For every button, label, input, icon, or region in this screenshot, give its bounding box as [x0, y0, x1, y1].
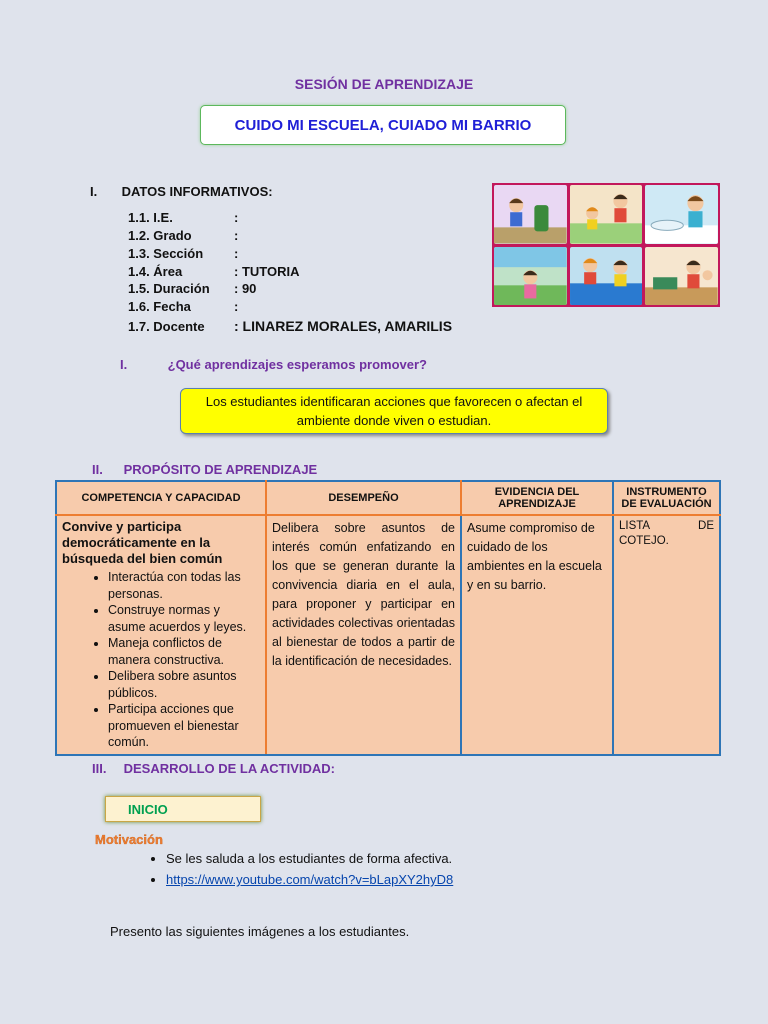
info-row-docente: 1.7. Docente : LINAREZ MORALES, AMARILIS: [128, 318, 453, 334]
info-row-grado: 1.2. Grado :: [128, 228, 239, 243]
inicio-label: INICIO: [128, 801, 168, 817]
table-row: [56, 515, 720, 755]
table-header-row: [56, 481, 720, 515]
competencia-cell: [56, 515, 266, 755]
section-proposito-heading: II. PROPÓSITO DE APRENDIZAJE: [92, 462, 318, 477]
illustration-panel: [570, 247, 643, 306]
closing-paragraph: Presento las siguientes imágenes a los estudiantes.: [110, 924, 410, 939]
list-item: • Construye normas y asume acuerdos y leyes.: [108, 602, 260, 635]
list-item: • Se les saluda a los estudiantes de forma afectiva.: [166, 848, 453, 869]
info-row-ie: 1.1. I.E. :: [128, 210, 239, 225]
illustration-panel: [494, 247, 567, 306]
motivacion-heading: Motivación: [95, 832, 163, 847]
children-cleaning-icon: [570, 185, 643, 244]
illustration-panel: [494, 185, 567, 244]
children-recycling-icon: [570, 247, 643, 306]
school-care-illustration: [492, 183, 720, 307]
header-desempeno: DESEMPEÑO: [266, 481, 461, 515]
section-desarrollo-heading: III. DESARROLLO DE LA ACTIVIDAD:: [92, 761, 335, 776]
evidencia-cell: Asume compromiso de cuidado de los ambientes en la escuela y en su barrio.: [461, 515, 613, 755]
purpose-table: [55, 480, 721, 756]
illustration-panel: [570, 185, 643, 244]
capacidades-list: [62, 569, 260, 751]
illustration-panel: [645, 247, 718, 306]
info-row-fecha: 1.6. Fecha :: [128, 299, 239, 314]
list-item: • Interactúa con todas las personas.: [108, 569, 260, 602]
aprendizajes-text: Los estudiantes identificaran acciones que favorecen o afectan el ambiente donde viven o estudian.: [205, 394, 583, 428]
aprendizajes-box: [180, 388, 608, 434]
session-title-box: [200, 105, 566, 145]
desempeno-cell: Delibera sobre asuntos de interés común enfatizando en los que se generan durante la convivencia diaria en el aula, para proponer y participar en actividades colectivas orientadas al bienestar de todos a partir de la identificación de necesidades.: [266, 515, 461, 755]
instrumento-cell: LISTA DE COTEJO.: [613, 515, 720, 755]
list-item: • Delibera sobre asuntos públicos.: [108, 668, 260, 701]
info-row-duracion: 1.5. Duración : 90: [128, 281, 257, 296]
boy-trash-icon: [494, 185, 567, 244]
inicio-box: [105, 796, 261, 822]
children-classroom-icon: [645, 247, 718, 306]
competencia-title: Convive y participa democráticamente en la búsqueda del bien común: [62, 519, 223, 566]
boy-washing-hands-icon: [645, 185, 718, 244]
header-evidencia: EVIDENCIA DEL APRENDIZAJE: [461, 481, 613, 515]
list-item: [166, 869, 453, 890]
info-row-area: 1.4. Área : TUTORIA: [128, 264, 300, 279]
motivacion-list: [140, 848, 453, 890]
info-row-seccion: 1.3. Sección :: [128, 246, 239, 261]
header-instrumento: INSTRUMENTO DE EVALUACIÓN: [613, 481, 720, 515]
section-datos-heading: I. DATOS INFORMATIVOS:: [90, 184, 273, 199]
youtube-link[interactable]: https://www.youtube.com/watch?v=bLapXY2hyD8: [166, 872, 454, 887]
page-title: SESIÓN DE APRENDIZAJE: [294, 76, 474, 92]
section-aprendizajes-heading: I. ¿Qué aprendizajes esperamos promover?: [120, 357, 427, 372]
header-competencia: COMPETENCIA Y CAPACIDAD: [56, 481, 266, 515]
illustration-panel: [645, 185, 718, 244]
girl-sweeping-icon: [494, 247, 567, 306]
session-title: CUIDO MI ESCUELA, CUIADO MI BARRIO: [234, 116, 532, 134]
list-item: • Participa acciones que promueven el bienestar común.: [108, 701, 260, 751]
list-item: • Maneja conflictos de manera constructiva.: [108, 635, 260, 668]
